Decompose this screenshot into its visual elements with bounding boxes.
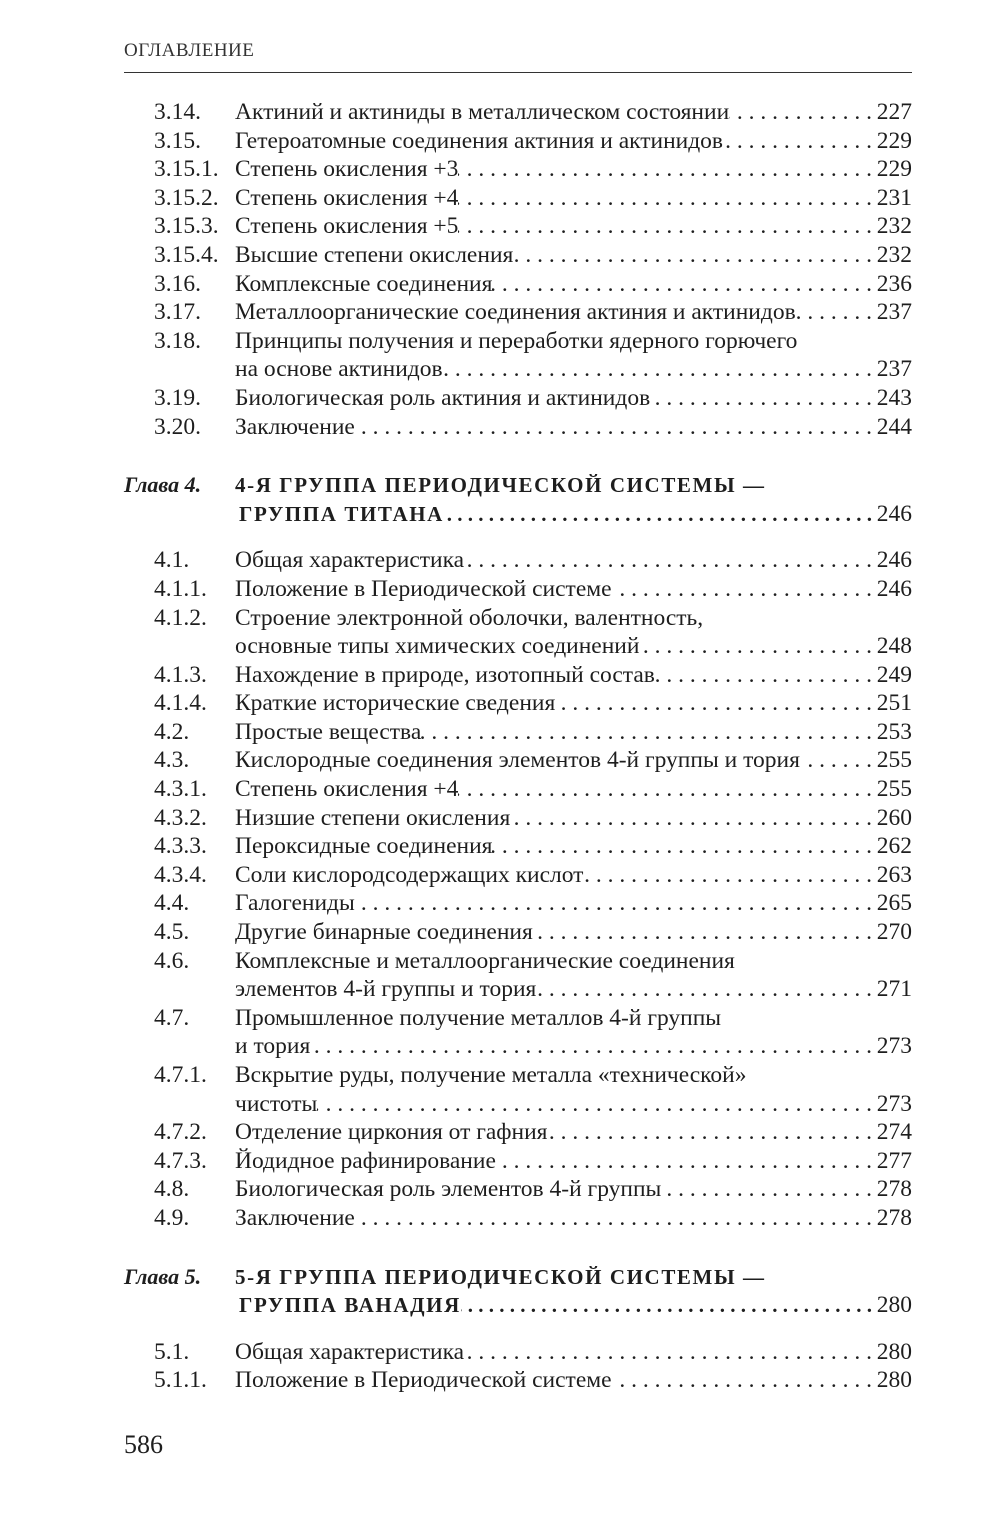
page-number: 586 bbox=[124, 1430, 163, 1459]
toc-entry-content bbox=[235, 889, 912, 918]
toc-entry-content bbox=[235, 241, 912, 270]
toc-entry-title: Заключение bbox=[235, 413, 355, 440]
toc-entry-title: Другие бинарные соединения bbox=[235, 919, 533, 946]
toc-entry bbox=[124, 689, 912, 718]
toc-page-number: 263 bbox=[876, 861, 912, 888]
toc-page-number: 227 bbox=[876, 99, 912, 125]
dot-leader bbox=[355, 889, 872, 918]
toc-page-number: 280 bbox=[876, 1338, 912, 1365]
toc-page-number: 255 bbox=[876, 776, 912, 803]
toc-page-number: 246 bbox=[876, 575, 912, 602]
toc-page-number: 237 bbox=[876, 299, 912, 326]
toc-entry-title-line: Принципы получения и переработки ядерного горючего bbox=[235, 327, 798, 354]
toc-entry bbox=[124, 1147, 912, 1176]
dot-leader bbox=[492, 270, 872, 299]
dot-leader bbox=[458, 212, 872, 241]
dot-leader bbox=[317, 1090, 872, 1119]
toc-entry bbox=[124, 546, 912, 575]
toc-entry-content bbox=[235, 384, 912, 413]
toc-entry-number: 4.5. bbox=[154, 919, 190, 946]
toc-entry-content bbox=[235, 1147, 912, 1176]
toc-entry bbox=[124, 575, 912, 604]
toc-page-number: 244 bbox=[876, 413, 912, 440]
toc-page-number: 237 bbox=[876, 356, 912, 383]
toc-entry bbox=[124, 861, 912, 890]
toc-entry-number: 4.1.3. bbox=[154, 661, 207, 688]
dot-leader bbox=[583, 861, 872, 890]
toc-entry-title: Актиний и актиниды в металлическом состоянии bbox=[235, 99, 730, 125]
toc-entry-number: 4.7.2. bbox=[154, 1119, 207, 1146]
dot-leader bbox=[513, 241, 872, 270]
toc-entry bbox=[124, 98, 912, 127]
toc-entry-title: Отделение циркония от гафния bbox=[235, 1119, 548, 1146]
toc-entry-content bbox=[235, 1175, 912, 1204]
toc-entry-number: 3.15.4. bbox=[154, 241, 219, 268]
toc-entry-title-line: Строение электронной оболочки, валентность, bbox=[235, 604, 704, 631]
toc-entry-content bbox=[235, 1004, 912, 1061]
toc-entry bbox=[124, 212, 912, 241]
toc-page-number: 260 bbox=[876, 804, 912, 831]
toc-entry-number: 3.17. bbox=[154, 299, 201, 326]
toc-entry-content bbox=[235, 861, 912, 890]
toc-entry-number: 4.1.2. bbox=[154, 604, 207, 631]
toc-page-number: 274 bbox=[876, 1119, 912, 1146]
header-rule bbox=[124, 72, 912, 73]
toc-entry bbox=[124, 746, 912, 775]
dot-leader bbox=[458, 184, 872, 213]
toc-entry bbox=[124, 889, 912, 918]
toc-entry bbox=[124, 804, 912, 833]
toc-entry-number: 4.1. bbox=[154, 547, 190, 574]
toc-entry bbox=[124, 1366, 912, 1395]
toc-entry-title-line: Промышленное получение металлов 4-й группы bbox=[235, 1004, 722, 1031]
dot-leader bbox=[355, 1204, 872, 1233]
toc-entry bbox=[124, 270, 912, 299]
toc-chapter-heading bbox=[124, 1263, 912, 1320]
toc-entry-number: 4.3.4. bbox=[154, 861, 207, 888]
toc-entry-content bbox=[235, 1204, 912, 1233]
dot-leader bbox=[443, 355, 872, 384]
toc-entry-title-line: 5-Я ГРУППА ПЕРИОДИЧЕСКОЙ СИСТЕМЫ — bbox=[235, 1264, 766, 1289]
toc-entry bbox=[124, 413, 912, 442]
toc-entry bbox=[124, 1118, 912, 1147]
toc-entry-title: ГРУППА ВАНАДИЯ bbox=[239, 1293, 461, 1318]
toc-entry-title: Общая характеристика bbox=[235, 1338, 465, 1365]
toc-entry-title: Металлоорганические соединения актиния и актинидов bbox=[235, 299, 796, 326]
dot-leader bbox=[496, 1147, 872, 1176]
toc-entry-content bbox=[235, 947, 912, 1004]
dot-leader bbox=[310, 1032, 872, 1061]
toc-entry-title: Общая характеристика bbox=[235, 547, 465, 574]
toc-entry-content bbox=[235, 98, 912, 127]
toc-entry-number: 3.15.1. bbox=[154, 156, 219, 183]
toc-entry-number: 4.7.3. bbox=[154, 1147, 207, 1174]
toc-entry-title: Положение в Периодической системе bbox=[235, 1367, 612, 1394]
toc-page-number: 249 bbox=[876, 661, 912, 688]
dot-leader bbox=[555, 689, 872, 718]
dot-leader bbox=[492, 832, 872, 861]
toc-entry-title: Степень окисления +3 bbox=[235, 156, 459, 183]
toc-entry-title: на основе актинидов bbox=[235, 356, 443, 383]
toc-entry-number: 3.14. bbox=[154, 99, 201, 125]
toc-entry bbox=[124, 718, 912, 747]
toc-entry-title: Степень окисления +5 bbox=[235, 213, 459, 240]
dot-leader bbox=[548, 1118, 873, 1147]
toc-entry bbox=[124, 384, 912, 413]
toc-entry bbox=[124, 661, 912, 690]
toc-entry-content bbox=[235, 1118, 912, 1147]
toc-entry-number: 4.7. bbox=[154, 1004, 190, 1031]
toc-entry bbox=[124, 832, 912, 861]
toc-entry-title: чистоты bbox=[235, 1090, 318, 1117]
toc-page-number: 231 bbox=[876, 184, 912, 211]
toc-entry-number: 3.20. bbox=[154, 413, 201, 440]
toc-entry-content bbox=[235, 718, 912, 747]
toc-entry-number: 5.1.1. bbox=[154, 1367, 207, 1394]
toc-entry bbox=[124, 1204, 912, 1233]
toc-entry bbox=[124, 1061, 912, 1118]
toc-chapter-heading bbox=[124, 471, 912, 528]
toc-entry-content bbox=[235, 1338, 912, 1367]
toc-page-number: 251 bbox=[876, 690, 912, 717]
toc-entry-number: 3.19. bbox=[154, 384, 201, 411]
dot-leader bbox=[533, 918, 872, 947]
toc-entry-number: 3.15.3. bbox=[154, 213, 219, 240]
toc-page-number: 278 bbox=[876, 1176, 912, 1203]
dot-leader bbox=[661, 1175, 872, 1204]
toc-entry-title: Соли кислородсодержащих кислот bbox=[235, 861, 584, 888]
dot-leader bbox=[729, 98, 872, 127]
toc-entry-number: 3.15. bbox=[154, 127, 201, 154]
toc-entry-number: 3.18. bbox=[154, 327, 201, 354]
toc-entry-number: 4.1.1. bbox=[154, 575, 207, 602]
toc-entry bbox=[124, 1175, 912, 1204]
toc-entry-title: Гетероатомные соединения актиния и актинидов bbox=[235, 127, 724, 154]
toc-entry-number: 4.3.3. bbox=[154, 833, 207, 860]
toc-entry-number: 5.1. bbox=[154, 1338, 190, 1365]
toc-page-number: 280 bbox=[876, 1292, 912, 1319]
toc-entry-title: и тория bbox=[235, 1033, 311, 1060]
toc-page-number: 265 bbox=[876, 890, 912, 917]
toc-entry-number: 3.15.2. bbox=[154, 184, 219, 211]
toc-entry-content bbox=[235, 327, 912, 384]
toc-entry-number: 4.1.4. bbox=[154, 690, 207, 717]
toc-entry-content bbox=[235, 127, 912, 156]
dot-leader bbox=[464, 1338, 872, 1367]
toc-entry-content bbox=[235, 155, 912, 184]
dot-leader bbox=[655, 661, 872, 690]
toc-entry-title: Комплексные соединения bbox=[235, 270, 493, 297]
toc-entry-title: Заключение bbox=[235, 1204, 355, 1231]
toc-page-number: 271 bbox=[876, 976, 912, 1003]
toc-entry-content bbox=[235, 775, 912, 804]
dot-leader bbox=[355, 413, 872, 442]
toc-entry-content bbox=[235, 746, 912, 775]
toc-entry bbox=[124, 775, 912, 804]
toc-entry bbox=[124, 947, 912, 1004]
toc-entry-number: Глава 5. bbox=[124, 1263, 202, 1289]
toc-entry-title: Кислородные соединения элементов 4-й группы и тория bbox=[235, 747, 800, 774]
toc-page-number: 270 bbox=[876, 919, 912, 946]
toc-page-number: 243 bbox=[876, 384, 912, 411]
toc-entry-title: Биологическая роль актиния и актинидов bbox=[235, 384, 651, 411]
table-of-contents bbox=[124, 98, 912, 1395]
toc-entry-content bbox=[235, 575, 912, 604]
toc-entry-content bbox=[235, 661, 912, 690]
dot-leader bbox=[444, 500, 872, 529]
toc-entry-number: 4.3.2. bbox=[154, 804, 207, 831]
toc-entry-content bbox=[235, 212, 912, 241]
toc-page-number: 232 bbox=[876, 241, 912, 268]
toc-page-number: 248 bbox=[876, 633, 912, 660]
dot-leader bbox=[800, 746, 872, 775]
toc-page-number: 273 bbox=[876, 1033, 912, 1060]
toc-entry-title: Биологическая роль элементов 4-й группы bbox=[235, 1176, 662, 1203]
toc-entry bbox=[124, 1004, 912, 1061]
dot-leader bbox=[612, 1366, 872, 1395]
toc-entry-title: Степень окисления +4 bbox=[235, 184, 459, 211]
toc-page-number: 280 bbox=[876, 1367, 912, 1394]
toc-page-number: 278 bbox=[876, 1204, 912, 1231]
dot-leader bbox=[536, 975, 872, 1004]
toc-entry-title: Краткие исторические сведения bbox=[235, 690, 556, 717]
toc-entry-content bbox=[235, 1061, 912, 1118]
toc-entry-number: 4.3.1. bbox=[154, 776, 207, 803]
toc-entry-content bbox=[235, 604, 912, 661]
toc-page-number: 255 bbox=[876, 747, 912, 774]
toc-entry-content bbox=[235, 1263, 912, 1320]
toc-entry-content bbox=[235, 184, 912, 213]
toc-entry-number: 3.16. bbox=[154, 270, 201, 297]
toc-entry-title: Степень окисления +4 bbox=[235, 776, 459, 803]
dot-leader bbox=[510, 804, 872, 833]
toc-entry-title: Положение в Периодической системе bbox=[235, 575, 612, 602]
toc-entry-content bbox=[235, 471, 912, 528]
toc-entry-number: 4.6. bbox=[154, 947, 190, 974]
toc-page-number: 232 bbox=[876, 213, 912, 240]
toc-entry-content bbox=[235, 298, 912, 327]
toc-page-number: 236 bbox=[876, 270, 912, 297]
toc-entry-title: Пероксидные соединения bbox=[235, 833, 493, 860]
toc-entry-title: Простые вещества bbox=[235, 718, 422, 745]
toc-entry bbox=[124, 918, 912, 947]
dot-leader bbox=[612, 575, 872, 604]
toc-entry-number: 4.4. bbox=[154, 890, 190, 917]
toc-entry bbox=[124, 1338, 912, 1367]
toc-entry-content bbox=[235, 832, 912, 861]
toc-entry bbox=[124, 298, 912, 327]
dot-leader bbox=[458, 155, 872, 184]
dot-leader bbox=[458, 775, 872, 804]
toc-entry-content bbox=[235, 1366, 912, 1395]
toc-page-number: 253 bbox=[876, 718, 912, 745]
toc-page-number: 277 bbox=[876, 1147, 912, 1174]
toc-entry-number: Глава 4. bbox=[124, 472, 202, 498]
toc-entry bbox=[124, 127, 912, 156]
dot-leader bbox=[461, 1291, 872, 1320]
toc-page-number: 229 bbox=[876, 156, 912, 183]
toc-page-number: 246 bbox=[876, 500, 912, 527]
toc-entry-number: 4.2. bbox=[154, 718, 190, 745]
dot-leader bbox=[639, 632, 872, 661]
dot-leader bbox=[723, 127, 872, 156]
dot-leader bbox=[650, 384, 872, 413]
toc-page-number: 246 bbox=[876, 547, 912, 574]
toc-entry-content bbox=[235, 804, 912, 833]
toc-entry-title: Йодидное рафинирование bbox=[235, 1147, 496, 1174]
toc-entry-content bbox=[235, 413, 912, 442]
toc-page-number: 273 bbox=[876, 1090, 912, 1117]
toc-entry bbox=[124, 327, 912, 384]
toc-entry-title: Нахождение в природе, изотопный состав bbox=[235, 661, 655, 688]
toc-entry-title: ГРУППА ТИТАНА bbox=[239, 501, 444, 526]
toc-entry-title: Низшие степени окисления bbox=[235, 804, 511, 831]
toc-entry bbox=[124, 184, 912, 213]
toc-entry-title: основные типы химических соединений bbox=[235, 633, 640, 660]
toc-entry-title-line: 4-Я ГРУППА ПЕРИОДИЧЕСКОЙ СИСТЕМЫ — bbox=[235, 473, 766, 498]
dot-leader bbox=[421, 718, 872, 747]
toc-page-number: 262 bbox=[876, 833, 912, 860]
dot-leader bbox=[464, 546, 872, 575]
toc-page-number: 229 bbox=[876, 127, 912, 154]
toc-entry-title: Галогениды bbox=[235, 890, 355, 917]
toc-entry bbox=[124, 604, 912, 661]
running-title: ОГЛАВЛЕНИЕ bbox=[124, 40, 255, 61]
toc-entry-number: 4.8. bbox=[154, 1176, 190, 1203]
toc-entry-number: 4.7.1. bbox=[154, 1062, 207, 1088]
toc-entry bbox=[124, 155, 912, 184]
toc-entry-content bbox=[235, 270, 912, 299]
toc-entry-number: 4.3. bbox=[154, 747, 190, 774]
toc-entry bbox=[124, 241, 912, 270]
toc-entry-content bbox=[235, 546, 912, 575]
toc-entry-number: 4.9. bbox=[154, 1204, 190, 1231]
dot-leader bbox=[796, 298, 872, 327]
toc-entry-title-line: Комплексные и металлоорганические соединения bbox=[235, 947, 735, 974]
toc-entry-content bbox=[235, 918, 912, 947]
toc-entry-title: Высшие степени окисления bbox=[235, 241, 514, 268]
toc-entry-content bbox=[235, 689, 912, 718]
toc-entry-title: элементов 4-й группы и тория bbox=[235, 976, 537, 1003]
toc-entry-title-line: Вскрытие руды, получение металла «технической» bbox=[235, 1062, 747, 1088]
